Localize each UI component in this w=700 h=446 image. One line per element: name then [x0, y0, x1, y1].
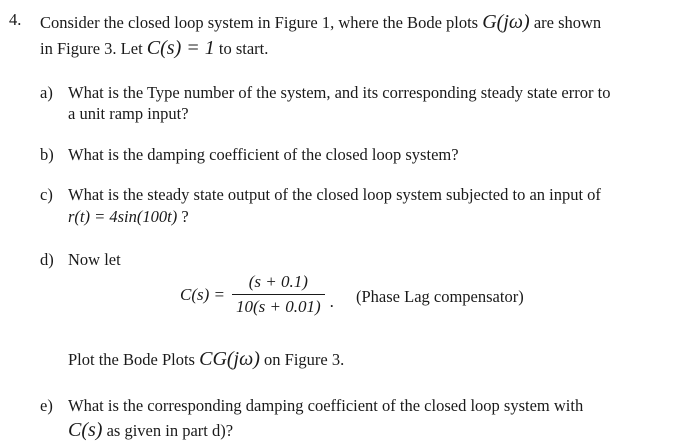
question-intro-line2: [40, 36, 268, 60]
part-a-line2: a unit ramp input?: [68, 104, 189, 123]
intro-text-post: are shown: [533, 13, 602, 32]
part-e-line2-post: as given in part d)?: [106, 421, 234, 440]
part-c-line1: What is the steady state output of the closed loop system subjected to an input of: [68, 185, 601, 204]
intro-line2-post: to start.: [218, 39, 269, 58]
part-e-label: e): [40, 396, 53, 415]
part-d-label: d): [40, 250, 54, 269]
part-b-label: b): [40, 145, 54, 164]
part-c-question-mark: ?: [181, 207, 189, 226]
intro-g-function: G(jω): [482, 11, 530, 33]
part-b-line1: What is the damping coefficient of the closed loop system?: [68, 145, 459, 164]
part-e-line2: [68, 418, 233, 442]
formula-fraction: [232, 272, 325, 318]
formula-lhs: C(s) =: [180, 284, 225, 304]
compensator-formula: [180, 272, 334, 318]
question-intro-line1: [40, 10, 601, 34]
part-a-line1: What is the Type number of the system, and its corresponding steady state error to: [68, 83, 611, 102]
formula-numerator: (s + 0.1): [248, 272, 308, 291]
part-a-label: a): [40, 83, 53, 102]
intro-line2-pre: in Figure 3. Let: [40, 39, 143, 58]
part-d-plot-instruction: [68, 347, 344, 371]
intro-c-function: C(s) = 1: [146, 37, 215, 59]
plot-text-post: on Figure 3.: [264, 350, 345, 369]
part-c-line2: [68, 207, 189, 227]
part-c-input-signal: r(t) = 4sin(100t): [68, 207, 178, 226]
plot-text-pre: Plot the Bode Plots: [68, 350, 195, 369]
formula-denominator: 10(s + 0.01): [236, 297, 321, 317]
formula-period: .: [329, 291, 334, 311]
plot-cg-function: CG(jω): [199, 348, 260, 370]
part-e-c-function: C(s): [68, 419, 103, 441]
compensator-comment: (Phase Lag compensator): [356, 287, 524, 306]
question-number: 4.: [9, 10, 22, 29]
part-e-line1: What is the corresponding damping coefficient of the closed loop system with: [68, 396, 584, 415]
part-c-label: c): [40, 185, 53, 204]
part-d-line1: Now let: [68, 250, 121, 269]
intro-text-pre: Consider the closed loop system in Figure 1, where the Bode plots: [40, 13, 479, 32]
